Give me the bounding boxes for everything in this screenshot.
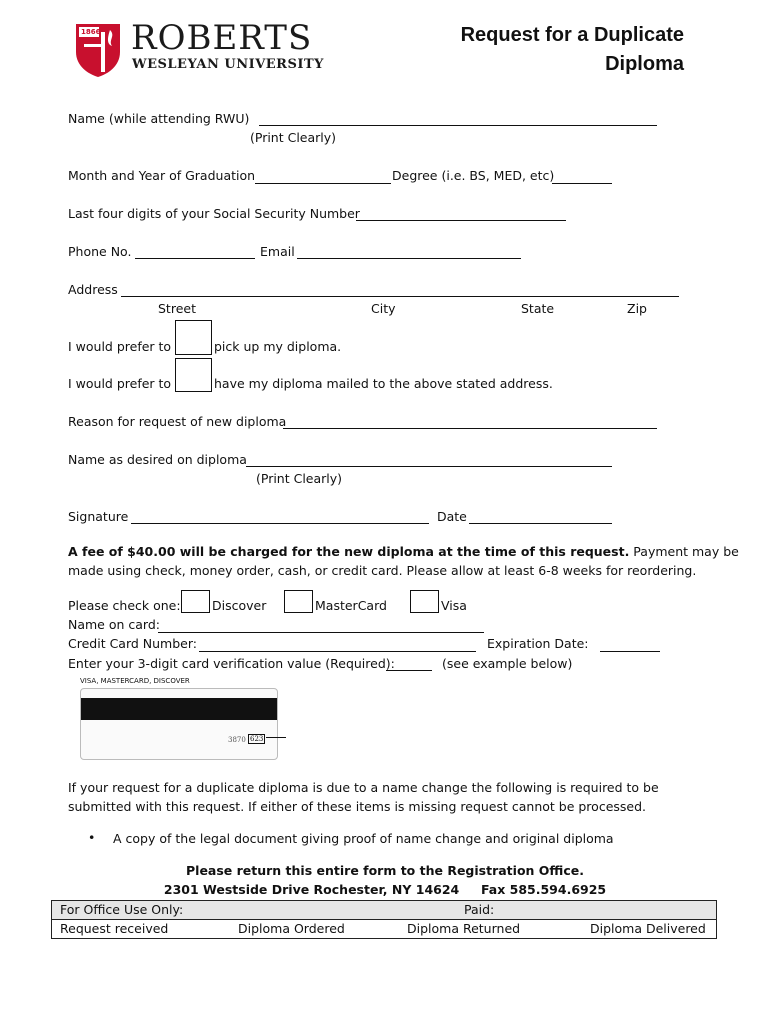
cvv-pointer-line: [266, 737, 286, 738]
expiration-label: Expiration Date:: [487, 636, 589, 651]
card-example-header: VISA, MASTERCARD, DISCOVER: [80, 677, 190, 685]
fee-rest: Payment may be: [629, 544, 739, 559]
name-label: Name (while attending RWU): [68, 111, 250, 126]
phone-label: Phone No.: [68, 244, 132, 259]
print-clearly-note-2: (Print Clearly): [256, 471, 343, 486]
title-line2: Diploma: [605, 53, 684, 75]
reason-field[interactable]: [283, 428, 657, 429]
address-state-caption: State: [521, 301, 555, 316]
signature-label: Signature: [68, 509, 129, 524]
date-field[interactable]: [469, 523, 612, 524]
phone-field[interactable]: [135, 258, 255, 259]
date-label: Date: [437, 509, 467, 524]
name-on-card-label: Name on card:: [68, 617, 160, 632]
pickup-option-label: pick up my diploma.: [214, 339, 342, 354]
fee-line2: made using check, money order, cash, or credit card. Please allow at least 6-8 weeks for reordering.: [68, 563, 697, 578]
desired-name-field[interactable]: [246, 466, 612, 467]
form-title: [461, 21, 684, 79]
card-example-digits: 3870: [228, 736, 246, 744]
mail-option-label: have my diploma mailed to the above stated address.: [214, 376, 553, 391]
prefer-label-pickup: I would prefer to: [68, 339, 172, 354]
ssn-field[interactable]: [356, 220, 566, 221]
check-one-label: Please check one:: [68, 598, 181, 613]
card-example-image: [80, 676, 290, 758]
reason-label: Reason for request of new diploma: [68, 414, 287, 429]
logo-name: ROBERTS: [131, 18, 313, 58]
name-field[interactable]: [259, 125, 657, 126]
address-field[interactable]: [121, 296, 679, 297]
name-change-line1: If your request for a duplicate diploma is due to a name change the following is required to be: [68, 780, 659, 795]
bullet-icon: •: [88, 830, 96, 845]
card-number-field[interactable]: [199, 651, 476, 652]
card-back: [80, 688, 278, 760]
visa-checkbox[interactable]: [410, 590, 439, 613]
degree-field[interactable]: [552, 183, 612, 184]
card-example-cvv: 623: [250, 735, 264, 743]
return-line1: Please return this entire form to the Registration Office.: [186, 863, 584, 878]
discover-label: Discover: [212, 598, 267, 613]
university-logo: [74, 18, 324, 80]
signature-field[interactable]: [131, 523, 429, 524]
logo-year: 1866: [81, 28, 101, 36]
return-line2: 2301 Westside Drive Rochester, NY 14624 Fax 585.594.6925: [163, 882, 607, 897]
name-change-line2: submitted with this request. If either of these items is missing request cannot be processed.: [68, 799, 647, 814]
name-on-card-field[interactable]: [158, 632, 484, 633]
fee-notice: [68, 542, 739, 580]
magnetic-stripe: [81, 698, 277, 720]
fee-bold: A fee of $40.00 will be charged for the new diploma at the time of this request.: [68, 544, 630, 559]
office-header-row: [52, 901, 716, 920]
mastercard-label: MasterCard: [315, 598, 387, 613]
name-change-notice: [68, 778, 659, 816]
email-field[interactable]: [297, 258, 521, 259]
print-clearly-note: (Print Clearly): [250, 130, 337, 145]
mastercard-checkbox[interactable]: [284, 590, 313, 613]
discover-checkbox[interactable]: [181, 590, 210, 613]
cvv-label: Enter your 3-digit card verification value (Required):: [68, 656, 395, 671]
card-number-label: Credit Card Number:: [68, 636, 197, 651]
name-change-bullet: A copy of the legal document giving proof of name change and original diploma: [113, 831, 614, 846]
address-zip-caption: Zip: [627, 301, 647, 316]
paid-label: Paid:: [464, 902, 495, 917]
graduation-label: Month and Year of Graduation: [68, 168, 256, 183]
diploma-delivered-label: Diploma Delivered: [590, 921, 706, 936]
degree-label: Degree (i.e. BS, MED, etc): [392, 168, 555, 183]
see-example-note: (see example below): [442, 656, 573, 671]
office-use-label: For Office Use Only:: [60, 902, 184, 917]
office-use-table: [51, 900, 717, 939]
request-received-label: Request received: [60, 921, 169, 936]
email-label: Email: [260, 244, 295, 259]
graduation-field[interactable]: [255, 183, 391, 184]
cvv-field[interactable]: [386, 670, 432, 671]
expiration-field[interactable]: [600, 651, 660, 652]
address-label: Address: [68, 282, 118, 297]
prefer-label-mail: I would prefer to: [68, 376, 172, 391]
title-line1: Request for a Duplicate: [460, 24, 684, 46]
address-street-caption: Street: [158, 301, 196, 316]
diploma-returned-label: Diploma Returned: [407, 921, 521, 936]
diploma-ordered-label: Diploma Ordered: [238, 921, 345, 936]
mail-checkbox[interactable]: [175, 358, 212, 392]
office-status-row: [52, 920, 716, 938]
logo-subname: WESLEYAN UNIVERSITY: [132, 57, 324, 72]
pickup-checkbox[interactable]: [175, 320, 212, 355]
address-city-caption: City: [371, 301, 396, 316]
visa-label: Visa: [441, 598, 467, 613]
ssn-label: Last four digits of your Social Security Number: [68, 206, 360, 221]
desired-name-label: Name as desired on diploma: [68, 452, 247, 467]
